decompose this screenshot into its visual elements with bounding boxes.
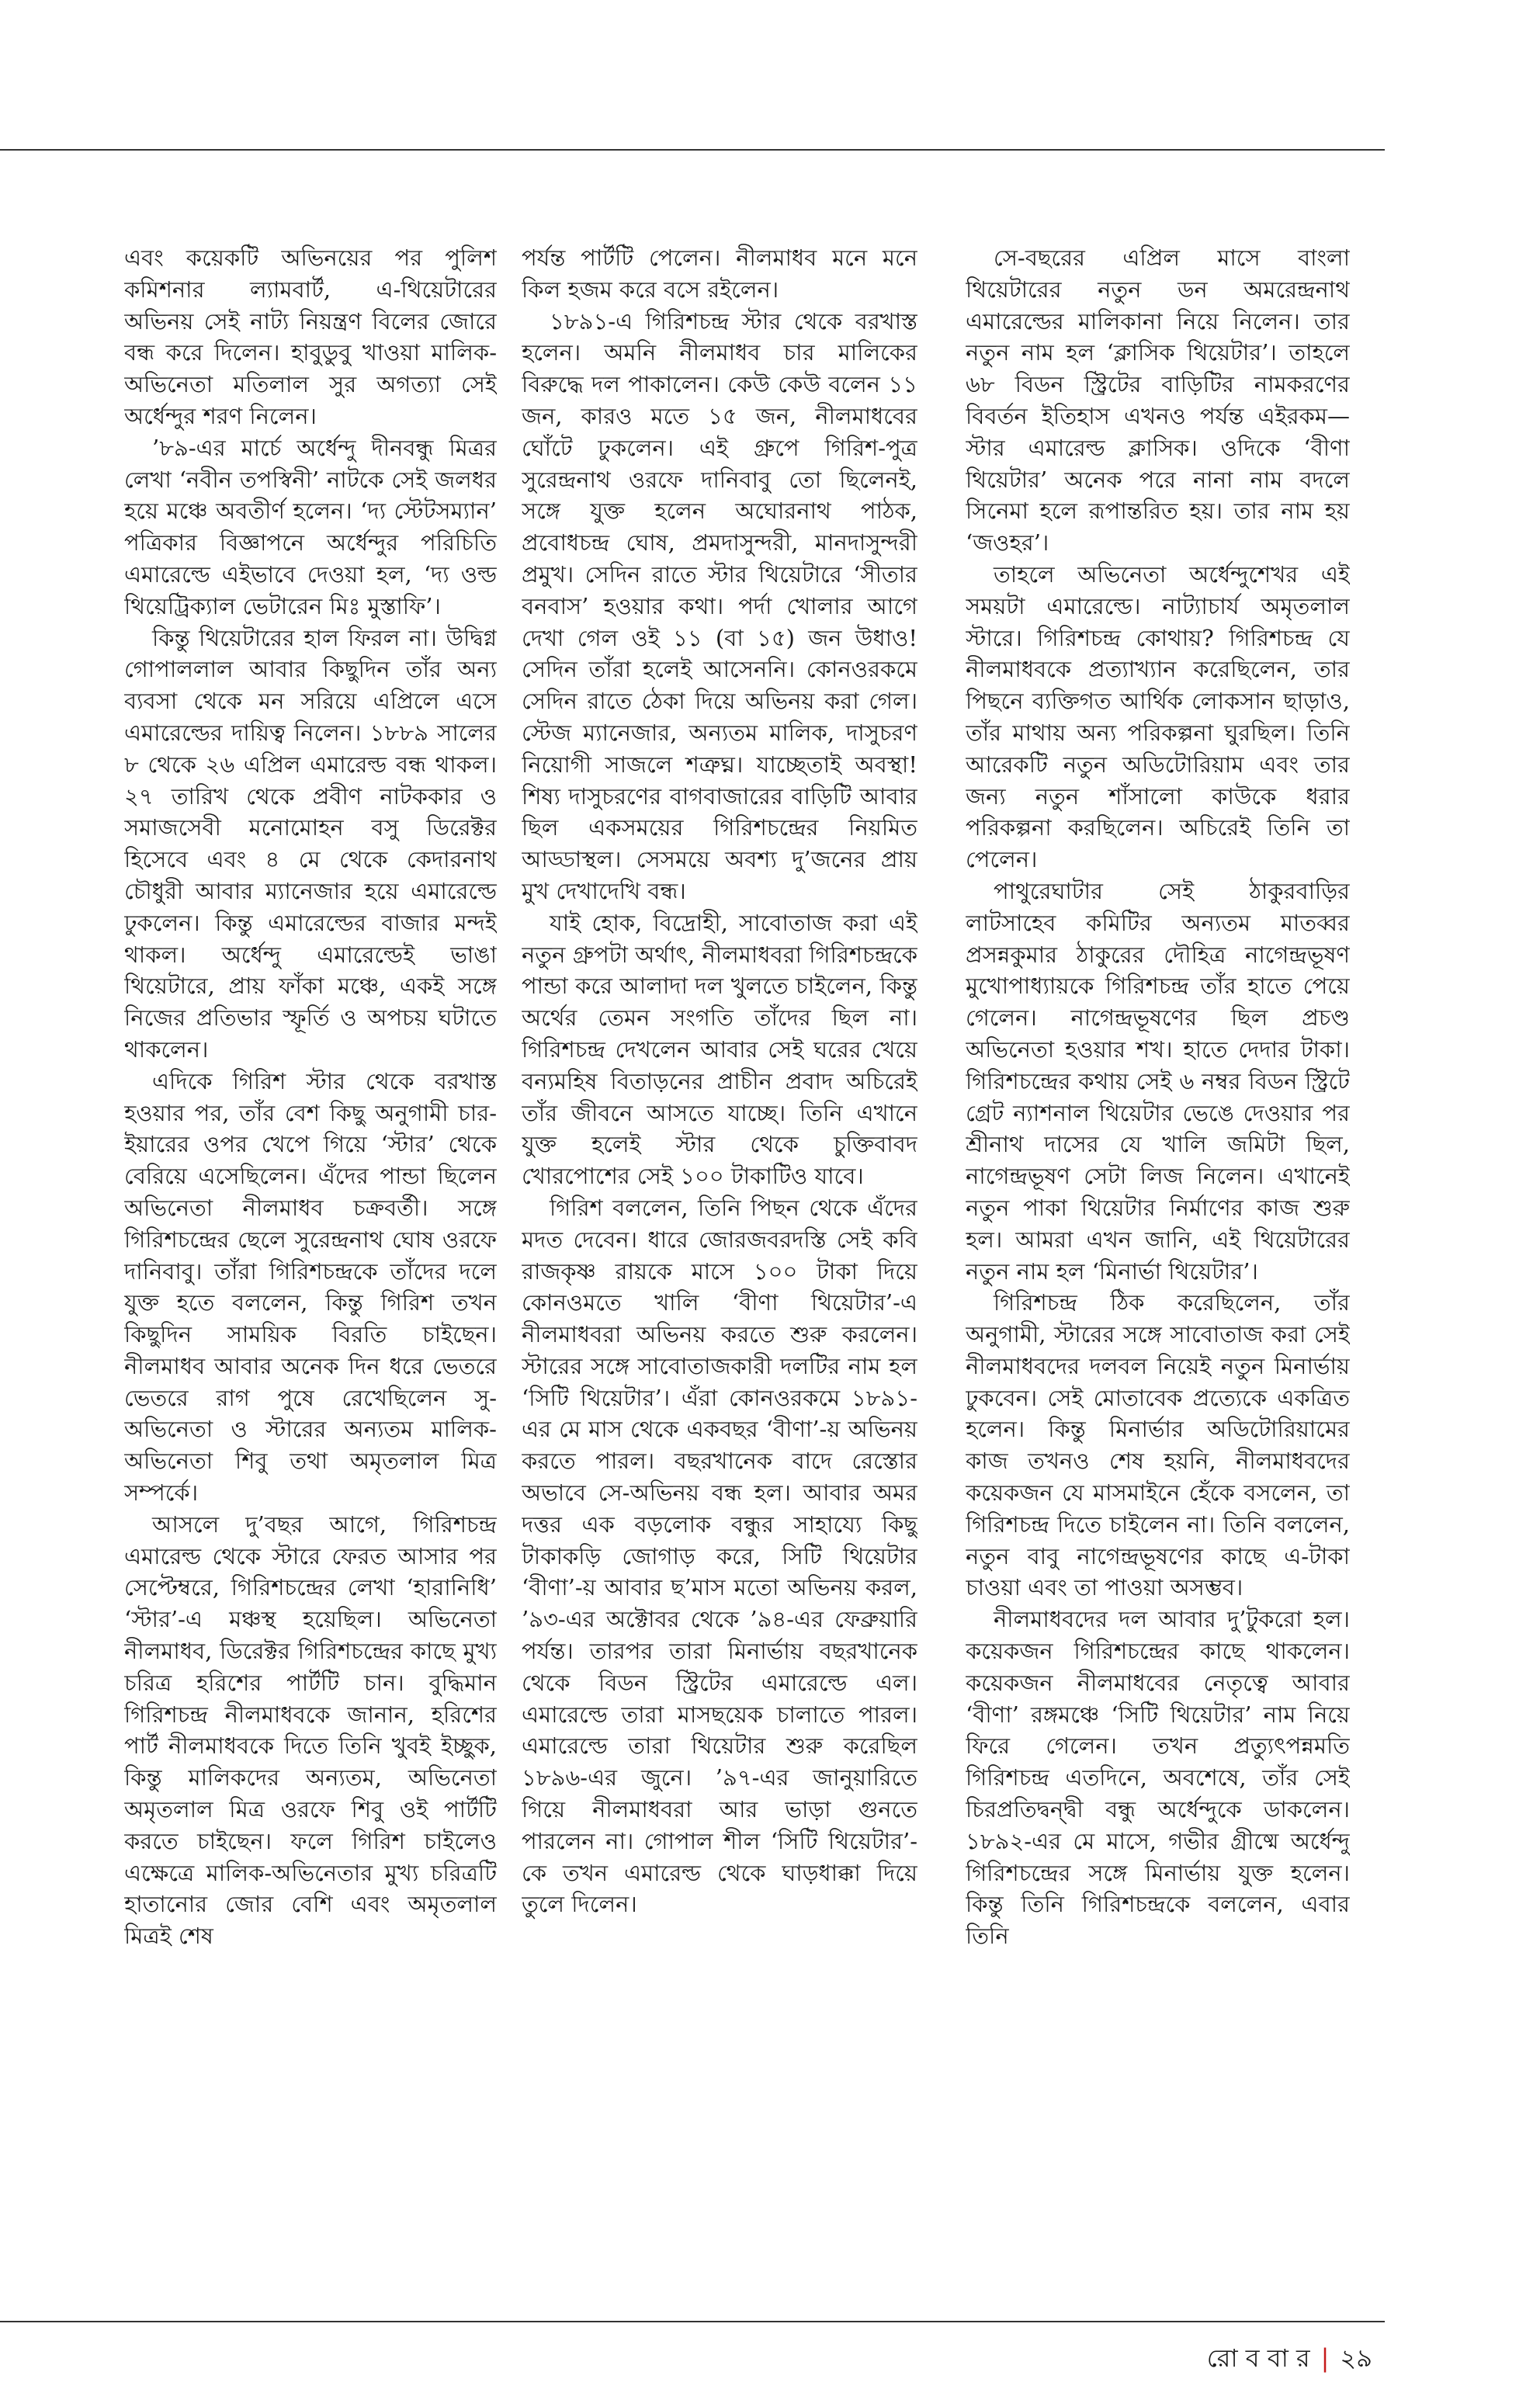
article-column-2	[522, 242, 917, 2291]
page-folio	[1207, 2343, 1372, 2374]
article-column-3	[966, 242, 1350, 2291]
folio-separator: |	[1320, 2343, 1330, 2373]
top-rule	[0, 149, 1385, 151]
paragraph: কিন্তু থিয়েটারের হাল ফিরল না। উদ্বিগ্ন গোপাললাল আবার কিছুদিন তাঁর অন্য ব্যবসা থেকে মন সরিয়ে এপ্রিলে এসে এমারেল্ডের দায়িত্ব নিলেন। ১৮৮৯ সালের ৮ থেকে ২৬ এপ্রিল এমারেল্ড বন্ধ থাকল। ২৭ তারিখ থেকে প্রবীণ নাটককার ও সমাজসেবী মনোমোহন বসু ডিরেক্টর হিসেবে এবং ৪ মে থেকে কেদারনাথ চৌধুরী আবার ম্যানেজার হয়ে এমারেল্ডে ঢুকলেন। কিন্তু এমারেল্ডের বাজার মন্দই থাকল। অর্ধেন্দু এমারেল্ডেই ভাঙা থিয়েটারে, প্রায় ফাঁকা মঞ্চে, একই সঙ্গে নিজের প্রতিভার স্ফূর্তি ও অপচয় ঘটাতে থাকলেন।	[124, 624, 497, 1063]
paragraph: গিরিশ বললেন, তিনি পিছন থেকে এঁদের মদত দেবেন। ধারে জোরজবরদস্তি সেই কবি রাজকৃষ্ণ রায়কে মাসে ১০০ টাকা দিয়ে কোনওমতে খালি ‘বীণা থিয়েটার’-এ নীলমাধবরা অভিনয় করতে শুরু করলেন। স্টারের সঙ্গে সাবোতাজকারী দলটির নাম হল ‘সিটি থিয়েটার’। এঁরা কোনওরকমে ১৮৯১-এর মে মাস থেকে একবছর ‘বীণা’-য় অভিনয় করতে পারল। বছরখানেক বাদে রেস্তোর অভাবে সে-অভিনয় বন্ধ হল। আবার অমর দত্তর এক বড়লোক বন্ধুর সাহায্যে কিছু টাকাকড়ি জোগাড় করে, সিটি থিয়েটার ‘বীণা’-য় আবার ছ’মাস মতো অভিনয় করল, ’৯৩-এর অক্টোবর থেকে ’৯৪-এর ফেব্রুয়ারি পর্যন্ত। তারপর তারা মিনার্ভায় বছরখানেক থেকে বিডন স্ট্রিটের এমারেল্ডে এল। এমারেল্ডে তারা মাসছয়েক চালাতে পারল। এমারেল্ডে তারা থিয়েটার শুরু করেছিল ১৮৯৬-এর জুনে। ’৯৭-এর জানুয়ারিতে গিয়ে নীলমাধবরা আর ভাড়া গুনতে পারলেন না। গোপাল শীল ‘সিটি থিয়েটার’-কে তখন এমারেল্ড থেকে ঘাড়ধাক্কা দিয়ে তুলে দিলেন।	[522, 1194, 917, 1918]
paragraph: নীলমাধবদের দল আবার দু’টুকরো হল। কয়েকজন গিরিশচন্দ্রের কাছে থাকলেন। কয়েকজন নীলমাধবের নেতৃত্বে আবার ‘বীণা’ রঙ্গমঞ্চে ‘সিটি থিয়েটার’ নাম নিয়ে ফিরে গেলেন। তখন প্রত্যুৎপন্নমতি গিরিশচন্দ্র এতদিনে, অবশেষে, তাঁর সেই চিরপ্রতিদ্বন্দ্বী বন্ধু অর্ধেন্দুকে ডাকলেন। ১৮৯২-এর মে মাসে, গভীর গ্রীষ্মে অর্ধেন্দু গিরিশচন্দ্রের সঙ্গে মিনার্ভায় যুক্ত হলেন। কিন্তু তিনি গিরিশচন্দ্রকে বললেন, এবার তিনি	[966, 1606, 1350, 1950]
paragraph: যাই হোক, বিদ্রোহী, সাবোতাজ করা এই নতুন গ্রুপটা অর্থাৎ, নীলমাধবরা গিরিশচন্দ্রকে পান্ডা করে আলাদা দল খুলতে চাইলেন, কিন্তু অর্থের তেমন সংগতি তাঁদের ছিল না। গিরিশচন্দ্র দেখলেন আবার সেই ঘরের খেয়ে বন্যমহিষ বিতাড়নের প্রাচীন প্রবাদ অচিরেই তাঁর জীবনে আসতে যাচ্ছে। তিনি এখানে যুক্ত হলেই স্টার থেকে চুক্তিবাবদ খোরপোশের সেই ১০০ টাকাটিও যাবে।	[522, 909, 917, 1190]
paragraph: গিরিশচন্দ্র ঠিক করেছিলেন, তাঁর অনুগামী, স্টারের সঙ্গে সাবোতাজ করা সেই নীলমাধবদের দলবল নিয়েই নতুন মিনার্ভায় ঢুকবেন। সেই মোতাবেক প্রত্যেকে একত্রিত হলেন। কিন্তু মিনার্ভার অডিটোরিয়ামের কাজ তখনও শেষ হয়নি, নীলমাধবদের কয়েকজন যে মাসমাইনে হেঁকে বসলেন, তা গিরিশচন্দ্র দিতে চাইলেন না। তিনি বললেন, নতুন বাবু নাগেন্দ্রভূষণের কাছে এ-টাকা চাওয়া এবং তা পাওয়া অসম্ভব।	[966, 1289, 1350, 1601]
paragraph: পর্যন্ত পার্টটি পেলেন। নীলমাধব মনে মনে কিল হজম করে বসে রইলেন।	[522, 245, 917, 303]
paragraph: আসলে দু’বছর আগে, গিরিশচন্দ্র এমারেল্ড থেকে স্টারে ফেরত আসার পর সেপ্টেম্বরে, গিরিশচন্দ্রের লেখা ‘হারানিধি’ ‘স্টার’-এ মঞ্চস্থ হয়েছিল। অভিনেতা নীলমাধব, ডিরেক্টর গিরিশচন্দ্রের কাছে মুখ্য চরিত্র হরিশের পার্টটি চান। বুদ্ধিমান গিরিশচন্দ্র নীলমাধবকে জানান, হরিশের পার্ট নীলমাধবকে দিতে তিনি খুবই ইচ্ছুক, কিন্তু মালিকদের অন্যতম, অভিনেতা অমৃতলাল মিত্র ওরফে শিবু ওই পার্টটি করতে চাইছেন। ফলে গিরিশ চাইলেও এক্ষেত্রে মালিক-অভিনেতার মুখ্য চরিত্রটি হাতানোর জোর বেশি এবং অমৃতলাল মিত্রই শেষ	[124, 1510, 497, 1950]
paragraph: ১৮৯১-এ গিরিশচন্দ্র স্টার থেকে বরখাস্ত হলেন। অমনি নীলমাধব চার মালিকের বিরুদ্ধে দল পাকালেন। কেউ কেউ বলেন ১১ জন, কারও মতে ১৫ জন, নীলমাধবের ঘোঁটে ঢুকলেন। এই গ্রুপে গিরিশ-পুত্র সুরেন্দ্রনাথ ওরফে দানিবাবু তো ছিলেনই, সঙ্গে যুক্ত হলেন অঘোরনাথ পাঠক, প্রবোধচন্দ্র ঘোষ, প্রমদাসুন্দরী, মানদাসুন্দরী প্রমুখ। সেদিন রাতে স্টার থিয়েটারে ‘সীতার বনবাস’ হওয়ার কথা। পর্দা খোলার আগে দেখা গেল ওই ১১ (বা ১৫) জন উধাও! সেদিন তাঁরা হলেই আসেননি। কোনওরকমে সেদিন রাতে ঠেকা দিয়ে অভিনয় করা গেল। স্টেজ ম্যানেজার, অন্যতম মালিক, দাসুচরণ নিয়োগী সাজলে শত্রুঘ্ন। যাচ্ছেতাই অবস্থা! শিষ্য দাসুচরণের বাগবাজারের বাড়িটি আবার ছিল একসময়ের গিরিশচন্দ্রের নিয়মিত আড্ডাস্থল। সেসময়ে অবশ্য দু’জনের প্রায় মুখ দেখাদেখি বন্ধ।	[522, 307, 917, 904]
paragraph: সে-বছরের এপ্রিল মাসে বাংলা থিয়েটারের নতুন ডন অমরেন্দ্রনাথ এমারেল্ডের মালিকানা নিয়ে নিলেন। তার নতুন নাম হল ‘ক্লাসিক থিয়েটার’। তাহলে ৬৮ বিডন স্ট্রিটের বাড়িটির নামকরণের বিবর্তন ইতিহাস এখনও পর্যন্ত এইরকম— স্টার এমারেল্ড ক্লাসিক। ওদিকে ‘বীণা থিয়েটার’ অনেক পরে নানা নাম বদলে সিনেমা হলে রূপান্তরিত হয়। তার নাম হয় ‘জওহর’।	[966, 245, 1350, 557]
magazine-name: রো ব বা র	[1206, 2343, 1310, 2373]
paragraph: ’৮৯-এর মার্চে অর্ধেন্দু দীনবন্ধু মিত্রর লেখা ‘নবীন তপস্বিনী’ নাটকে সেই জলধর হয়ে মঞ্চে অবতীর্ণ হলেন। ‘দ্য স্টেটসম্যান’ পত্রিকার বিজ্ঞাপনে অর্ধেন্দুর পরিচিতি এমারেল্ডে এইভাবে দেওয়া হল, ‘দ্য ওল্ড থিয়েট্রিক্যাল ভেটারেন মিঃ মুস্তাফি’।	[124, 434, 497, 619]
bottom-rule	[0, 2321, 1385, 2322]
article-column-1	[124, 242, 497, 2291]
paragraph: পাথুরেঘাটার সেই ঠাকুরবাড়ির লাটসাহেব কমিটির অন্যতম মাতব্বর প্রসন্নকুমার ঠাকুরের দৌহিত্র নাগেন্দ্রভূষণ মুখোপাধ্যায়কে গিরিশচন্দ্র তাঁর হাতে পেয়ে গেলেন। নাগেন্দ্রভূষণের ছিল প্রচণ্ড অভিনেতা হওয়ার শখ। হাতে দেদার টাকা। গিরিশচন্দ্রের কথায় সেই ৬ নম্বর বিডন স্ট্রিটে গ্রেট ন্যাশনাল থিয়েটার ভেঙে দেওয়ার পর শ্রীনাথ দাসের যে খালি জমিটা ছিল, নাগেন্দ্রভূষণ সেটা লিজ নিলেন। এখানেই নতুন পাকা থিয়েটার নির্মাণের কাজ শুরু হল। আমরা এখন জানি, এই থিয়েটারের নতুন নাম হল ‘মিনার্ভা থিয়েটার’।	[966, 877, 1350, 1285]
paragraph: তাহলে অভিনেতা অর্ধেন্দুশেখর এই সময়টা এমারেল্ডে। নাট্যাচার্য অমৃতলাল স্টারে। গিরিশচন্দ্র কোথায়? গিরিশচন্দ্র যে নীলমাধবকে প্রত্যাখ্যান করেছিলেন, তার পিছনে ব্যক্তিগত আর্থিক লোকসান ছাড়াও, তাঁর মাথায় অন্য পরিকল্পনা ঘুরছিল। তিনি আরেকটি নতুন অডিটোরিয়াম এবং তার জন্য নতুন শাঁসালো কাউকে ধরার পরিকল্পনা করছিলেন। অচিরেই তিনি তা পেলেন।	[966, 560, 1350, 873]
page-number: ২৯	[1340, 2343, 1372, 2373]
paragraph: এবং কয়েকটি অভিনয়ের পর পুলিশ কমিশনার ল্যামবার্ট, এ-থিয়েটারের অভিনয় সেই নাট্য নিয়ন্ত্রণ বিলের জোরে বন্ধ করে দিলেন। হাবুডুবু খাওয়া মালিক-অভিনেতা মতিলাল সুর অগত্যা সেই অর্ধেন্দুর শরণ নিলেন।	[124, 245, 497, 429]
paragraph: এদিকে গিরিশ স্টার থেকে বরখাস্ত হওয়ার পর, তাঁর বেশ কিছু অনুগামী চার-ইয়ারের ওপর খেপে গিয়ে ‘স্টার’ থেকে বেরিয়ে এসেছিলেন। এঁদের পান্ডা ছিলেন অভিনেতা নীলমাধব চক্রবর্তী। সঙ্গে গিরিশচন্দ্রের ছেলে সুরেন্দ্রনাথ ঘোষ ওরফে দানিবাবু। তাঁরা গিরিশচন্দ্রকে তাঁদের দলে যুক্ত হতে বললেন, কিন্তু গিরিশ তখন কিছুদিন সাময়িক বিরতি চাইছেন। নীলমাধব আবার অনেক দিন ধরে ভেতরে ভেতরে রাগ পুষে রেখেছিলেন সু-অভিনেতা ও স্টারের অন্যতম মালিক-অভিনেতা শিবু তথা অমৃতলাল মিত্র সম্পর্কে।	[124, 1067, 497, 1507]
